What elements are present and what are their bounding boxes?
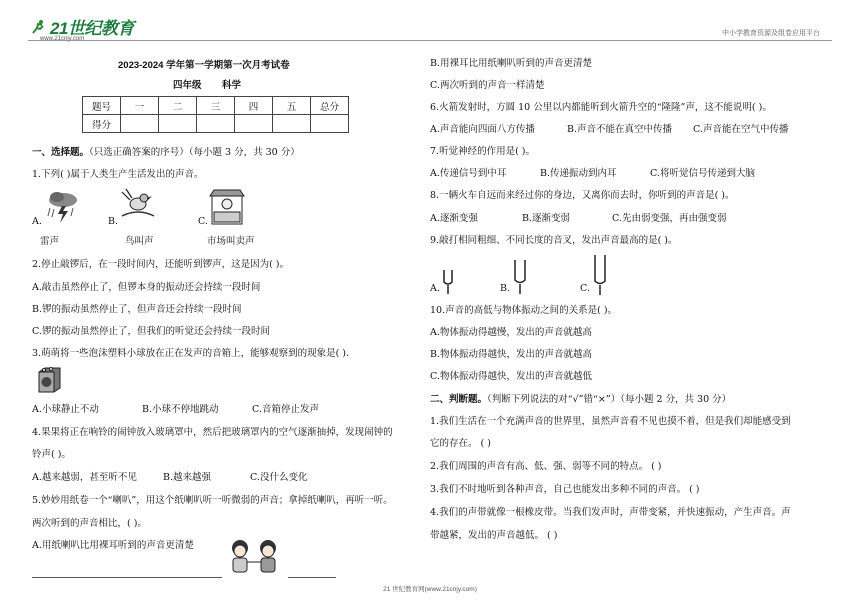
score-cell[interactable] (197, 115, 235, 133)
q7-option-c: C.将听觉信号传递到大脑 (650, 168, 755, 179)
j4-line1: 4.我们的声带就像一根橡皮带。当我们发声时，声带变紧，并快速振动，产生声音。声 (430, 507, 791, 518)
q1-caption-c: 市场叫卖声 (207, 236, 255, 247)
q5-option-b: B.用裸耳比用纸喇叭听到的声音更清楚 (430, 58, 593, 69)
q6-text: 6.火箭发射时，方圆 10 公里以内都能听到火箭升空的“隆隆”声，这不能说明( )。 (430, 102, 772, 113)
score-table-score-row (83, 115, 349, 133)
section1-title: 一、选择题。 (32, 147, 90, 158)
score-header-cell: 四 (235, 97, 273, 115)
q5-line2: 两次听到的声音相比，( )。 (32, 518, 147, 529)
q5-option-a: A.用纸喇叭比用裸耳听到的声音更清楚 (32, 540, 194, 551)
q4-option-c: C.没什么变化 (250, 472, 308, 483)
exam-title: 2023-2024 学年第一学期第一次月考试卷 (118, 60, 290, 71)
q9-option-a: A. (430, 283, 440, 294)
footer-line-left (32, 577, 222, 578)
j1-line2: 它的存在。 ( ) (430, 438, 491, 449)
q3-text: 3.萌萌将一些泡沫塑料小球放在正在发声的音箱上，能够观察到的现象是( ). (32, 348, 350, 359)
q10-option-c: C.物体振动得越快，发出的声音就越低 (430, 371, 592, 382)
header-divider (28, 40, 832, 41)
q1-caption-a: 雷声 (40, 236, 60, 247)
platform-name: 中小学教育资源及组卷应用平台 (722, 30, 820, 37)
score-cell[interactable] (121, 115, 159, 133)
market-vendor-icon (206, 186, 248, 228)
q8-option-c: C.先由弱变强，再由强变弱 (612, 213, 727, 224)
q4-option-a: A.越来越弱，甚至听不见 (32, 472, 137, 483)
j3-text: 3.我们不时地听到各种声音，自己也能发出多种不同的声音。 ( ) (430, 484, 700, 495)
score-cell[interactable] (159, 115, 197, 133)
q5-line1: 5.妙妙用纸卷一个“喇叭”，用这个纸喇叭听一听微弱的声音；拿掉纸喇叭，再听一听。 (32, 495, 393, 506)
children-cartoon-icon (222, 538, 286, 580)
bird-icon (118, 186, 158, 226)
exam-grade: 四年级 (173, 80, 202, 91)
q4-line1: 4.果果将正在响铃的闹钟放入玻璃罩中，然后把玻璃罩内的空气逐渐抽掉，发现闹钟的 (32, 427, 393, 438)
q3-option-a: A.小球静止不动 (32, 404, 99, 415)
score-table (82, 96, 349, 133)
section2-instruction: （判断下列说法的对“√”错“×”）（每小题 2 分，共 30 分） (487, 394, 732, 405)
q7-text: 7.听觉神经的作用是( )。 (430, 146, 535, 157)
score-header-cell: 题号 (83, 97, 121, 115)
footer-line-right (288, 577, 336, 578)
q9-text: 9.敲打相同粗细、不同长度的音叉，发出声音最高的是( )。 (430, 235, 678, 246)
q1-option-c: C. (198, 216, 208, 227)
j1-line1: 1.我们生活在一个充满声音的世界里，虽然声音看不见也摸不着，但是我们却能感受到 (430, 416, 791, 427)
section1-heading (32, 147, 300, 159)
score-header-cell: 五 (273, 97, 311, 115)
q7-option-a: A.传递信号到中耳 (430, 168, 507, 179)
j4-line2: 带越紧，发出的声音越低。 ( ) (430, 530, 558, 541)
score-header-cell: 二 (159, 97, 197, 115)
logo-url: www.21cnjy.com (40, 36, 85, 42)
exam-subject: 科学 (222, 80, 242, 91)
q1-option-b: B. (108, 216, 119, 227)
q4-line2: 铃声( )。 (32, 449, 71, 460)
score-table-header-row (83, 97, 349, 115)
q9-option-c: C. (580, 283, 590, 294)
q6-option-b: B.声音不能在真空中传播 (567, 124, 673, 135)
score-cell[interactable] (273, 115, 311, 133)
q10-text: 10.声音的高低与物体振动之间的关系是( )。 (430, 305, 618, 316)
j2-text: 2.我们周围的声音有高、低、强、弱等不同的特点。 ( ) (430, 461, 662, 472)
score-header-cell: 总分 (311, 97, 349, 115)
q8-text: 8.一辆火车自远而来经过你的身边，又离你而去时，你听到的声音是( )。 (430, 190, 735, 201)
q2-option-c: C.锣的振动虽然停止了，但我们的听觉还会持续一段时间 (32, 326, 270, 337)
section2-title: 二、判断题。 (430, 394, 488, 405)
q1-text: 1.下列( )属于人类生产生活发出的声音。 (32, 169, 204, 180)
runner-icon (30, 19, 46, 35)
q3-option-b: B.小球不停地跳动 (142, 404, 219, 415)
section2-heading (430, 394, 731, 406)
tuning-fork-medium-icon (512, 258, 528, 296)
score-row-label: 得分 (83, 115, 121, 133)
speaker-box-icon (36, 366, 62, 394)
score-cell[interactable] (235, 115, 273, 133)
q2-option-a: A.敲击虽然停止了，但锣本身的振动还会持续一段时间 (32, 282, 261, 293)
q10-option-b: B.物体振动得越快，发出的声音就越高 (430, 349, 593, 360)
q10-option-a: A.物体振动得越慢，发出的声音就越高 (430, 327, 592, 338)
q7-option-b: B.传递振动到内耳 (540, 168, 617, 179)
thunder-cloud-icon (45, 190, 81, 224)
page-footer: 21 世纪教育网(www.21cnjy.com) (383, 586, 477, 593)
q3-option-c: C.音箱停止发声 (252, 404, 319, 415)
q6-option-a: A.声音能向四面八方传播 (430, 124, 535, 135)
site-logo (30, 14, 134, 42)
q2-text: 2.停止敲锣后，在一段时间内，还能听到锣声，这是因为( )。 (32, 259, 289, 270)
q5-option-c: C.两次听到的声音一样清楚 (430, 80, 545, 91)
q2-option-b: B.锣的振动虽然停止了，但声音还会持续一段时间 (32, 304, 242, 315)
q8-option-a: A.逐渐变强 (430, 213, 478, 224)
section1-instruction: （只选正确答案的序号）（每小题 3 分，共 30 分） (89, 147, 300, 158)
tuning-fork-short-icon (441, 268, 455, 296)
q1-option-a: A. (32, 216, 42, 227)
score-header-cell: 一 (121, 97, 159, 115)
q4-option-b: B.越来越强 (163, 472, 212, 483)
q6-option-c: C.声音能在空气中传播 (693, 124, 789, 135)
q8-option-b: B.逐渐变弱 (522, 213, 571, 224)
score-cell[interactable] (311, 115, 349, 133)
q1-caption-b: 鸟叫声 (125, 236, 154, 247)
q9-option-b: B. (500, 283, 511, 294)
logo-text: 21世纪教育 (50, 19, 134, 38)
score-header-cell: 三 (197, 97, 235, 115)
tuning-fork-long-icon (592, 253, 608, 297)
